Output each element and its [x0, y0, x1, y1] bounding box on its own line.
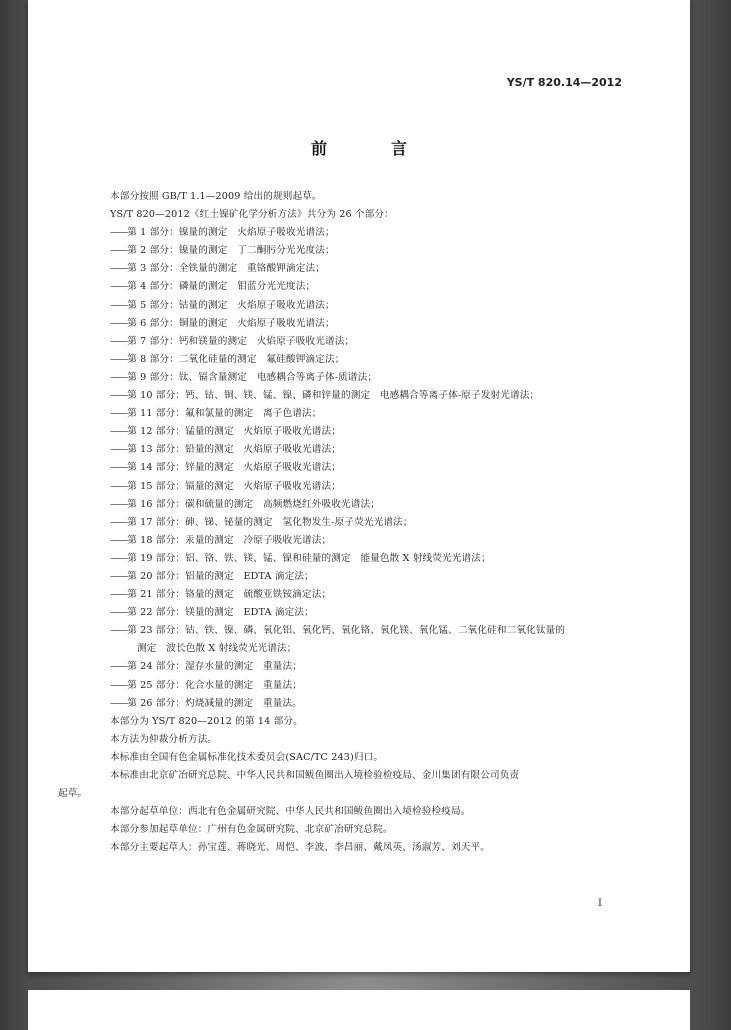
list-dash: ——: [110, 371, 128, 383]
list-dash: ——: [110, 480, 128, 492]
parts-list-tail: [80, 658, 640, 712]
paragraph-part-number: 本部分为 YS/T 820—2012 的第 14 部分。: [110, 715, 303, 727]
list-item: [80, 658, 640, 676]
page-title: 前 言: [310, 139, 431, 158]
list-dash: ——: [110, 570, 128, 582]
list-dash: ——: [110, 245, 128, 257]
list-item-text: 第 1 部分：镍量的测定 火焰原子吸收光谱法；: [127, 227, 335, 239]
list-item-text: 第 22 部分：镁量的测定 EDTA 滴定法；: [127, 607, 314, 619]
paragraph-drafted-by: 本标准由北京矿冶研究总院、中华人民共和国鲅鱼圈出入境检验检疫局、金川集团有限公司负责: [110, 770, 520, 781]
list-item: [80, 224, 640, 242]
list-item: [80, 351, 640, 369]
paragraph-main-drafters: 本部分主要起草人：孙宝莲、蒋晓光、周恺、李波、李昌丽、戴凤英、汤淑芳、刘天平。: [110, 842, 491, 854]
document-page: [28, 0, 690, 972]
document-code: YS/T 820.14—2012: [506, 76, 622, 89]
list-dash: ——: [110, 607, 128, 619]
list-item: [80, 532, 640, 550]
list-item-text: 第 25 部分：化合水量的测定 重量法；: [127, 679, 302, 691]
list-item: [80, 695, 640, 713]
list-dash: ——: [110, 625, 128, 637]
list-item-text: 第 21 部分：铬量的测定 硫酸亚铁铵滴定法；: [127, 589, 332, 601]
list-item: [80, 278, 640, 296]
list-item-text: 第 3 部分：全铁量的测定 重铬酸钾滴定法；: [127, 263, 325, 275]
list-item-text: 第 7 部分：钙和镁量的测定 火焰原子吸收光谱法；: [127, 335, 355, 347]
list-item-text: 第 24 部分：湿存水量的测定 重量法；: [127, 661, 302, 673]
list-item-text: 第 9 部分：钛、镉含量测定 电感耦合等离子体-质谱法；: [127, 371, 378, 383]
list-item-text: 第 15 部分：镉量的测定 火焰原子吸收光谱法；: [127, 480, 341, 492]
list-item-text: 第 5 部分：钴量的测定 火焰原子吸收光谱法；: [127, 299, 335, 311]
list-item-text: 第 13 部分：铅量的测定 火焰原子吸收光谱法；: [127, 444, 341, 456]
list-item: [80, 622, 640, 640]
list-item: [80, 423, 640, 441]
list-item-text: 第 2 部分：镍量的测定 丁二酮肟分光光度法；: [127, 245, 335, 257]
list-dash: ——: [110, 444, 128, 456]
list-item-continuation: 测定 波长色散 X 射线荧光光谱法；: [137, 643, 297, 655]
intro-paragraph: YS/T 820—2012《红土镍矿化学分析方法》共分为 26 个部分：: [110, 209, 394, 221]
paragraph-drafted-by-cont: 起草。: [58, 788, 88, 800]
document-body: [58, 188, 640, 857]
list-item-text: 第 10 部分：钙、钴、铜、镁、锰、镍、磷和锌量的测定 电感耦合等离子体-原子发射光谱法；: [127, 390, 540, 402]
list-item-text: 第 18 部分：汞量的测定 冷原子吸收光谱法；: [127, 534, 332, 546]
list-item-text: 第 26 部分：灼烧减量的测定 重量法。: [127, 697, 302, 709]
list-item: [80, 459, 640, 477]
list-item-text: 第 14 部分：锌量的测定 火焰原子吸收光谱法；: [127, 462, 341, 474]
list-dash: ——: [110, 498, 128, 510]
list-dash: ——: [110, 679, 128, 691]
list-dash: ——: [110, 335, 128, 347]
list-item: [80, 496, 640, 514]
list-item: [80, 387, 640, 405]
list-item: [80, 260, 640, 278]
list-dash: ——: [110, 227, 128, 239]
list-item-text: 第 17 部分：砷、锑、铋量的测定 氢化物发生-原子荧光光谱法；: [127, 516, 413, 528]
list-item-text: 第 4 部分：磷量的测定 钼蓝分光光度法；: [127, 281, 316, 293]
paragraph-drafting-units: 本部分起草单位：西北有色金属研究院、中华人民共和国鲅鱼圈出入境检验检疫局。: [110, 806, 471, 818]
list-item-text: 第 19 部分：铝、铬、铁、镁、锰、镍和硅量的测定 能量色散 X 射线荧光光谱法；: [127, 552, 491, 564]
list-item: [80, 315, 640, 333]
list-dash: ——: [110, 408, 128, 420]
list-item: [80, 333, 640, 351]
list-item: [80, 677, 640, 695]
paragraph-arbitration: 本方法为仲裁分析方法。: [110, 733, 218, 745]
list-dash: ——: [110, 462, 128, 474]
intro-paragraph: 本部分按照 GB/T 1.1—2009 给出的规则起草。: [110, 191, 322, 202]
list-item-text: 第 23 部分：钴、铁、镍、磷、氧化铝、氧化钙、氧化铬、氧化镁、氧化锰、二氧化硅和二氧化钛量的: [127, 625, 566, 637]
list-item: [80, 441, 640, 459]
list-dash: ——: [110, 697, 128, 709]
list-item: [80, 478, 640, 496]
page-number: I: [598, 898, 602, 909]
list-item: [80, 586, 640, 604]
list-item: [80, 242, 640, 260]
list-dash: ——: [110, 317, 128, 329]
list-dash: ——: [110, 534, 128, 546]
list-dash: ——: [110, 426, 128, 438]
list-dash: ——: [110, 281, 128, 293]
list-dash: ——: [110, 299, 128, 311]
list-dash: ——: [110, 589, 128, 601]
list-dash: ——: [110, 516, 128, 528]
list-item-text: 第 11 部分：氟和氯量的测定 离子色谱法；: [127, 408, 322, 420]
list-item: [80, 550, 640, 568]
list-item: [80, 405, 640, 423]
list-item: [80, 604, 640, 622]
list-item-text: 第 6 部分：铜量的测定 火焰原子吸收光谱法；: [127, 317, 335, 329]
list-item-text: 第 20 部分：铝量的测定 EDTA 滴定法；: [127, 570, 314, 582]
list-item-text: 第 12 部分：锰量的测定 火焰原子吸收光谱法；: [127, 426, 341, 438]
list-item-text: 第 16 部分：碳和硫量的测定 高频燃烧红外吸收光谱法；: [127, 498, 380, 510]
paragraph-participating-units: 本部分参加起草单位：广州有色金属研究院、北京矿冶研究总院。: [110, 824, 393, 836]
list-item: [80, 369, 640, 387]
list-dash: ——: [110, 552, 128, 564]
paragraph-proposed-by: 本标准由全国有色金属标准化技术委员会(SAC/TC 243)归口。: [110, 751, 384, 763]
list-item: [80, 568, 640, 586]
list-item: [80, 514, 640, 532]
list-dash: ——: [110, 353, 128, 365]
list-dash: ——: [110, 661, 128, 673]
next-page: [28, 990, 690, 1030]
parts-list: [80, 224, 640, 640]
list-dash: ——: [110, 390, 128, 402]
list-item-text: 第 8 部分：二氧化硅量的测定 氟硅酸钾滴定法；: [127, 353, 345, 365]
list-item: [80, 297, 640, 315]
list-dash: ——: [110, 263, 128, 275]
